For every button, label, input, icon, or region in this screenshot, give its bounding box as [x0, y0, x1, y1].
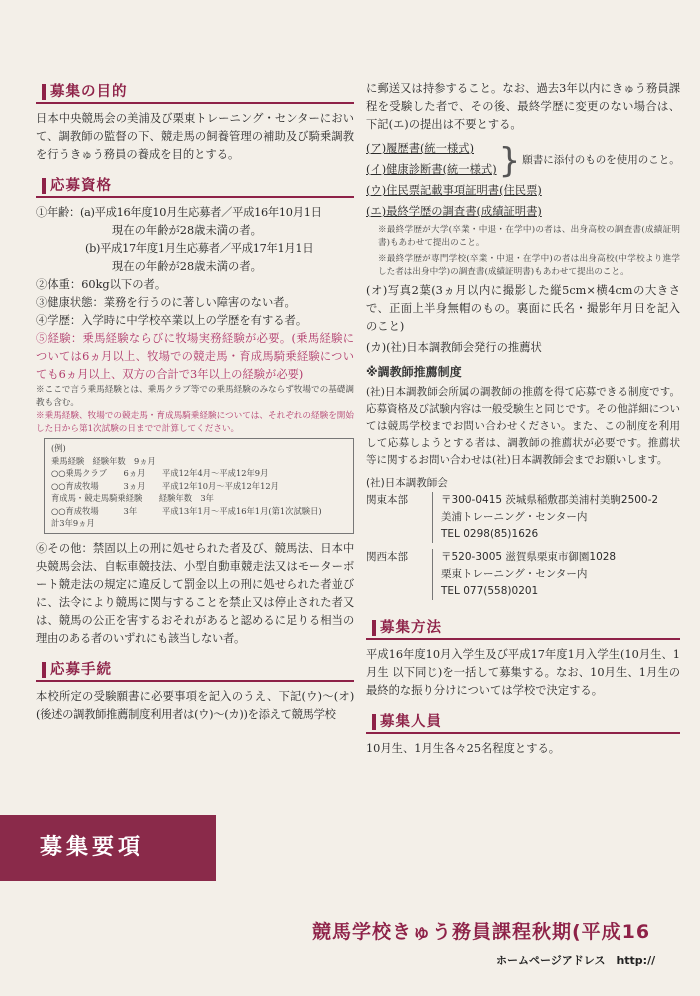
band-title: 募集要項: [40, 835, 145, 860]
age-a-line2: 現在の年齢が28歳未満の者。: [112, 224, 262, 237]
age-a-line1: ①年齢：(a)平成16年度10月生応募者／平成16年10月1日: [36, 206, 322, 219]
homepage-address: ホームページアドレス http://: [496, 954, 656, 967]
example-row: 乗馬経験 経験年数 9ヵ月: [51, 455, 156, 466]
left-column: [36, 80, 354, 724]
kansai-label: 関西本部: [366, 549, 433, 600]
experience-note-2: ※乗馬経験、牧場での競走馬・育成馬騎乗経験については、それぞれの経験を開始した日から第1次試験の日までで計算してください。: [36, 411, 354, 434]
recommendation-system-title: ※調教師推薦制度: [366, 365, 462, 379]
qualification-heading: 応募資格: [36, 174, 354, 198]
recommendation-system-text: (社)日本調教師会所属の調教師の推薦を得て応募できる制度です。応募資格及び試験内容は一般受験生と同じです。その他詳細については競馬学校までお問い合わせください。また、この制度を利用して応募しようとする者は、調教師の推薦状が必要です。推薦状等に関するお問い合わせは(社)日本調教師会までお願いします。: [366, 386, 680, 466]
education-requirement: ④学歴：入学時に中学校卒業以上の学歴を有する者。: [36, 314, 308, 327]
procedure-heading: 応募手続: [36, 658, 354, 682]
method-text: 平成16年度10月入学生及び平成17年度1月入学生(10月生、1月生 以下同じ)を一括して募集する。なお、10月生、1月生の最終的な振り分けについては学校で決定する。: [366, 648, 680, 697]
experience-note-1: ※ここで言う乗馬経験とは、乗馬クラブ等での乗馬経験のみならず牧場での基礎調教も含む。: [36, 385, 354, 408]
count-heading: 募集人員: [366, 710, 680, 734]
age-b-line1: (b)平成17年度1月生応募者／平成17年1月1日: [85, 242, 314, 255]
transcript-note-1: ※最終学歴が大学(卒業・中退・在学中)の者は、出身高校の調査書(成績証明書)もあわせて提出のこと。: [378, 225, 680, 248]
procedure-text: 本校所定の受験願書に必要事項を記入のうえ、下記(ウ)〜(オ)(後述の調教師推薦制度利用者は(ウ)〜(カ))を添えて競馬学校: [36, 689, 354, 721]
doc-resident-cert: (ウ)住民票記載事項証明書(住民票): [366, 184, 542, 197]
example-row: 育成馬・競走馬騎乗経験 経験年数 3年: [51, 493, 214, 503]
purpose-text: 日本中央競馬会の美浦及び栗東トレーニング・センターにおいて、調教師の監督の下、競走馬の飼養管理の補助及び騎乗調教を行うきゅう務員の養成を目的とする。: [36, 112, 354, 161]
doc-transcript: (エ)最終学歴の調査書(成績証明書): [366, 205, 542, 218]
kansai-tel: TEL 077(558)0201: [441, 585, 539, 597]
age-b-line2: 現在の年齢が28歳未満の者。: [112, 260, 262, 273]
experience-example-box: [44, 438, 354, 534]
kansai-office: [366, 549, 680, 600]
method-heading: 募集方法: [366, 616, 680, 640]
documents-brace-group: [366, 140, 680, 182]
doc-resume: (ア)履歴書(統一様式): [366, 142, 475, 155]
example-row: ○○育成牧場 3ヵ月 平成12年10月〜平成12年12月: [51, 480, 279, 491]
purpose-heading: 募集の目的: [36, 80, 354, 104]
brace-icon: }: [498, 141, 521, 181]
count-text: 10月生、1月生各々25名程度とする。: [366, 742, 561, 755]
transcript-note-2: ※最終学歴が専門学校(卒業・中退・在学中)の者は出身高校(中学校より進学した者は出身中学)の調査書(成績証明書)もあわせて提出のこと。: [378, 254, 680, 277]
course-title: 競馬学校きゅう務員課程秋期(平成16: [312, 921, 651, 943]
kanto-place: 美浦トレーニング・センター内: [441, 511, 588, 523]
experience-requirement: ⑤経験：乗馬経験ならびに牧場実務経験が必要。(乗馬経験については6ヵ月以上、牧場での競走馬・育成馬騎乗経験についても6ヵ月以上、双方の合計で3年以上の経験が必要): [36, 332, 354, 381]
doc-photos: (オ)写真2葉(3ヵ月以内に撮影した縦5cm×横4cmの大きさで、正面上半身無帽のもの。裏面に氏名・撮影年月日を記入のこと): [366, 284, 680, 333]
kansai-place: 栗東トレーニング・センター内: [441, 568, 588, 580]
kanto-address: 〒300-0415 茨城県稲敷郡美浦村美駒2500-2: [441, 494, 659, 506]
brace-note: 願書に添付のものを使用のこと。: [522, 153, 680, 166]
kanto-tel: TEL 0298(85)1626: [441, 528, 539, 540]
example-row: ○○乗馬クラブ 6ヵ月 平成12年4月〜平成12年9月: [51, 468, 269, 478]
kanto-label: 関東本部: [366, 492, 433, 543]
association-contacts: [366, 475, 680, 600]
example-row: ○○育成牧場 3年 平成13年1月〜平成16年1月(第1次試験日): [51, 505, 322, 516]
example-label: (例): [51, 443, 66, 453]
procedure-continued: に郵送又は持参すること。なお、過去3年以内にきゅう務員課程を受験した者で、その後、最終学歴に変更のない場合は、下記(エ)の提出は不要とする。: [366, 82, 680, 131]
other-requirement: ⑥その他：禁固以上の刑に処せられた者及び、競馬法、日本中央競馬会法、自転車競技法、小型自動車競走法又はモーターボート競走法の規定に違反して罰金以上の刑に処せられた者並びに、法令により競馬に関与することを禁止又は停止された者又は、競馬の公正を害するおそれがあると認めるに足りる相当の理由のある者のいずれにも該当しない者。: [36, 541, 354, 645]
right-column: [366, 80, 680, 758]
association-name: (社)日本調教師会: [366, 477, 448, 489]
health-requirement: ③健康状態：業務を行うのに著しい障害のない者。: [36, 296, 296, 309]
kanto-office: [366, 492, 680, 543]
weight-requirement: ②体重：60kg以下の者。: [36, 278, 167, 291]
example-row: 計3年9ヵ月: [51, 518, 95, 528]
doc-health-cert: (イ)健康診断書(統一様式): [366, 163, 497, 176]
kansai-address: 〒520-3005 滋賀県栗東市御園1028: [441, 551, 617, 563]
doc-recommendation: (カ)(社)日本調教師会発行の推薦状: [366, 341, 542, 354]
required-documents: [366, 140, 680, 357]
